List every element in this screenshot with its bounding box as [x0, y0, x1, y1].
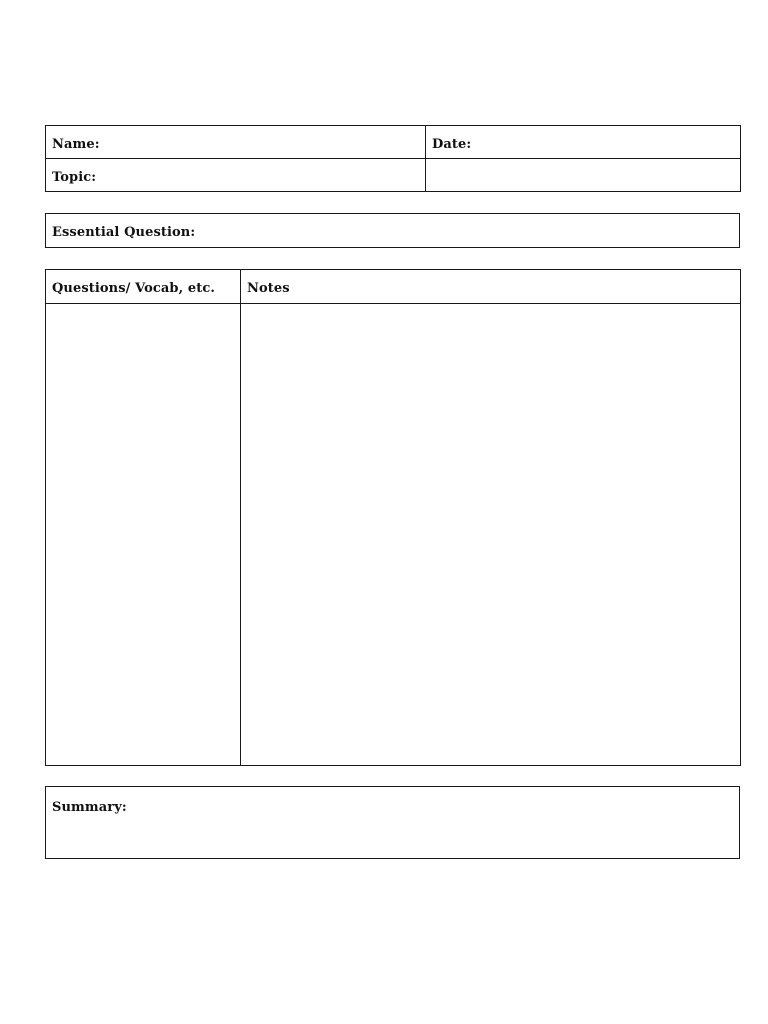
header-table — [45, 125, 741, 192]
blank-header-cell[interactable] — [426, 159, 741, 192]
essential-question-box — [45, 213, 740, 248]
date-label: Date: — [432, 136, 472, 152]
summary-field[interactable] — [46, 787, 740, 859]
questions-vocab-label: Questions/ Vocab, etc. — [52, 281, 215, 296]
topic-field[interactable] — [46, 159, 426, 192]
date-field[interactable] — [426, 126, 741, 159]
name-field[interactable] — [46, 126, 426, 159]
notes-header — [241, 270, 741, 304]
topic-label: Topic: — [52, 169, 97, 185]
notes-label: Notes — [247, 281, 290, 296]
notes-table — [45, 269, 741, 766]
questions-vocab-area[interactable] — [46, 304, 241, 766]
name-label: Name: — [52, 136, 100, 152]
summary-box — [45, 786, 740, 859]
essential-question-field[interactable] — [46, 214, 740, 248]
summary-label: Summary: — [52, 800, 127, 815]
questions-vocab-header — [46, 270, 241, 304]
notes-area[interactable] — [241, 304, 741, 766]
essential-question-label: Essential Question: — [52, 225, 196, 240]
